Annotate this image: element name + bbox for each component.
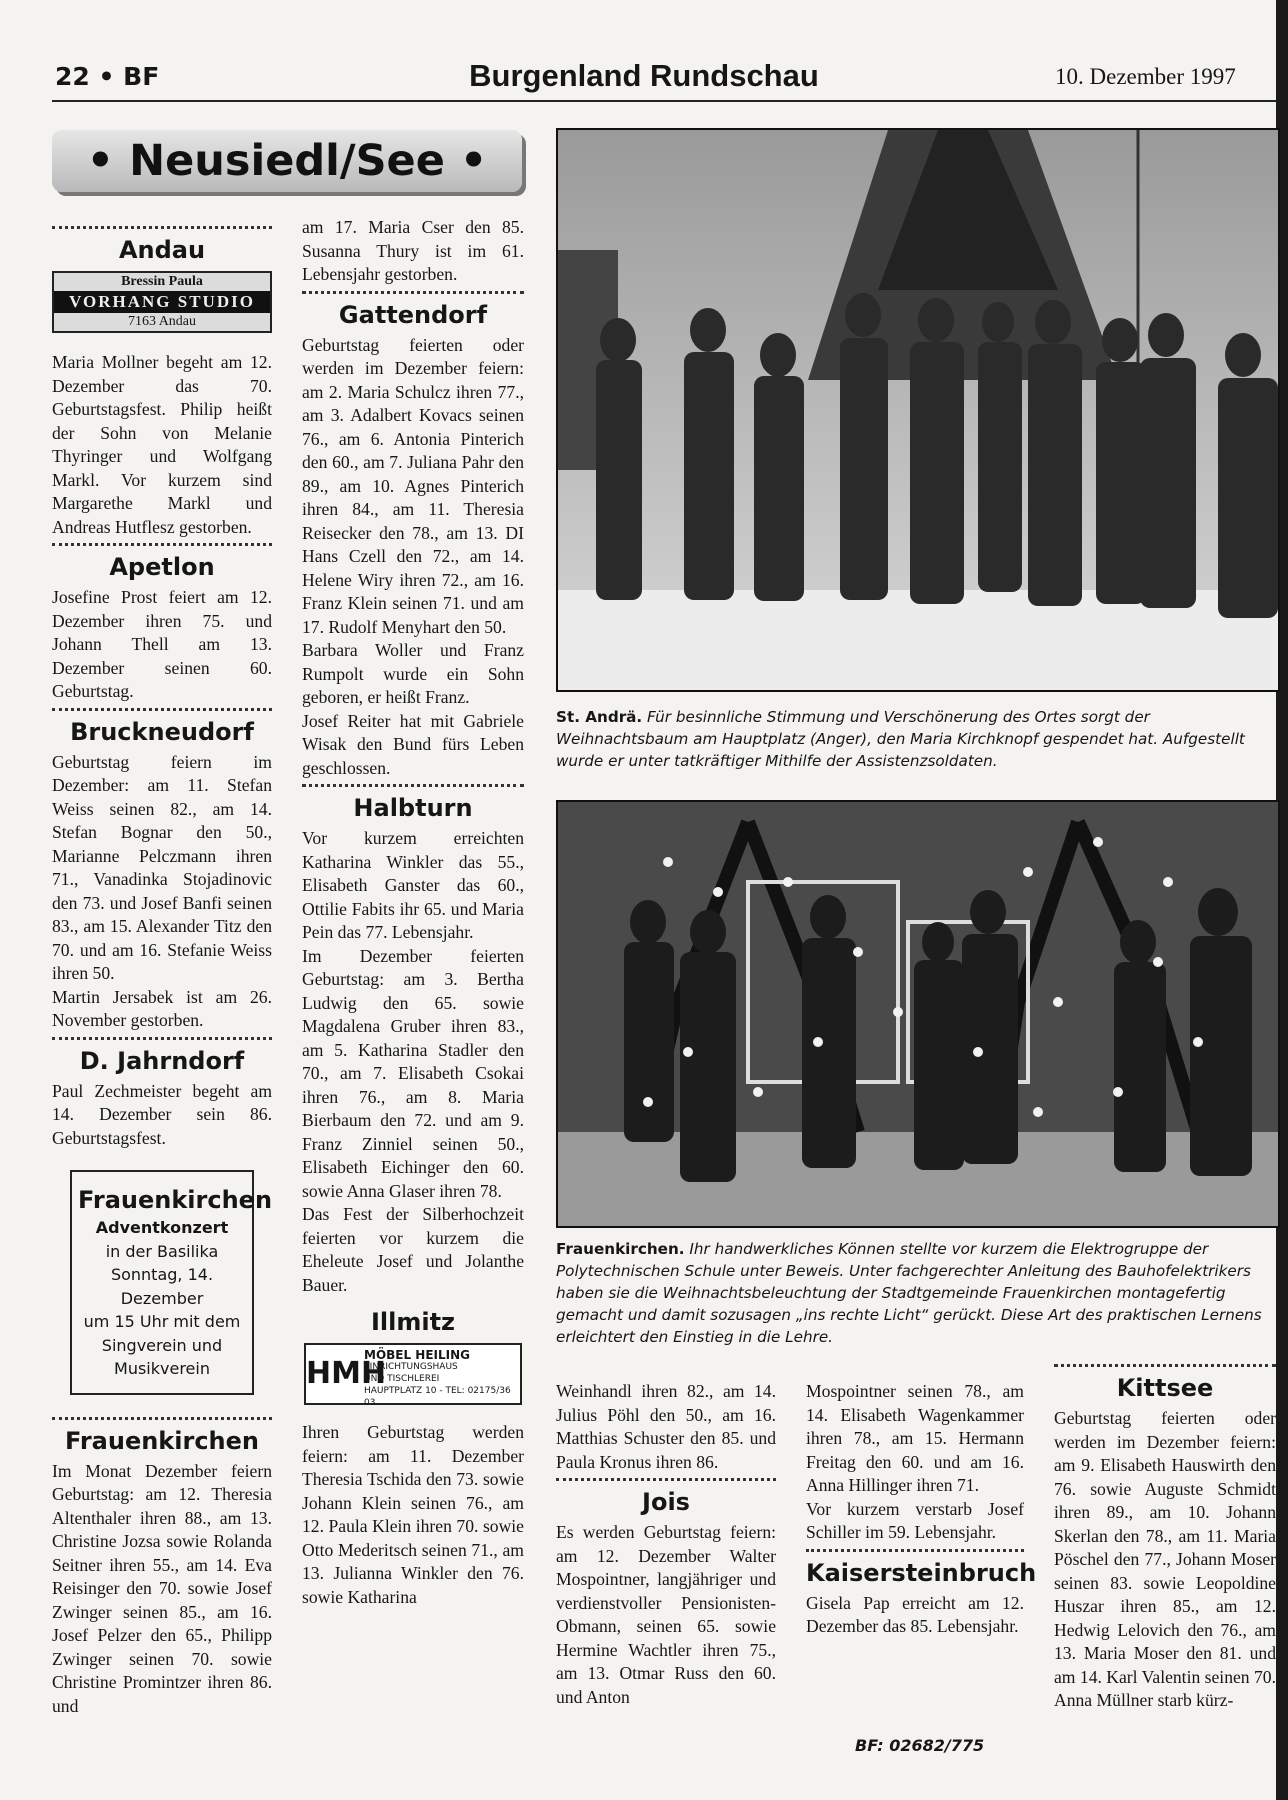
ad-address: 7163 Andau	[127, 314, 197, 329]
gattendorf-text3: Josef Reiter hat mit Gabriele Wisak den Bund fürs Leben geschlossen.	[302, 710, 524, 778]
ad-company: MÖBEL HEILING	[364, 1348, 471, 1362]
photo-electro-group	[556, 800, 1280, 1228]
page-number: 22 • BF	[55, 62, 160, 91]
section-illmitz: Illmitz	[370, 1308, 456, 1336]
section-andau: Andau	[118, 236, 206, 264]
kittsee-text: Geburtstag feierten oder werden im Dezember feiern: am 9. Elisabeth Hauswirth den 76. sowie Auguste Schmidt ihren 89., am 10. Johann Skerlan den 78., am 11. Maria Pöschel den 77., Johann Moser seinen 83. sowie Leopoldine Huszar ihren 85., am 12. Hedwig Lelovich den 76., am 13. Maria Moser den 81. und am 14. Karl Valentin seinen 70.	[1054, 1408, 1276, 1687]
andau-text: Maria Mollner begeht am 12. Dezember das 70. Geburtstagsfest. Philip heißt der Sohn von Melanie Thyringer und Wolfgang Markl. Vor kurzem sind Margarethe Markl und Andreas Hutflesz gestorben.	[52, 352, 272, 537]
section-halbturn: Halbturn	[353, 794, 473, 822]
halbturn-text3: Das Fest der Silberhochzeit feierten vor kurzem die Eheleute Josef und Jolanthe Bauer.	[302, 1204, 524, 1295]
section-kaisersteinbruch: Kaisersteinbruch	[806, 1558, 1037, 1587]
divider	[806, 1549, 1024, 1552]
section-frauenkirchen: Frauenkirchen	[64, 1426, 260, 1455]
kittsee-text2: Anna Müllner starb kürz-	[1054, 1690, 1234, 1710]
divider	[1054, 1364, 1276, 1367]
section-kittsee: Kittsee	[1116, 1374, 1214, 1402]
caption-text: Für besinnliche Stimmung und Verschönerung des Ortes sorgt der Weihnachtsbaum am Hauptplatz (Anger), den Maria Kirchknopf gespendet hat. Aufgestellt wurde er unter tatkräftiger Mithilfe der Assistenzsoldaten.	[556, 708, 1245, 770]
bruckneudorf-text: Geburtstag feiern im Dezember: am 11. Stefan Weiss seinen 82., am 14. Stefan Bognar den 50., Marianne Pelczmann ihren 71., Vanadinka Stojadinovic den 73. und Josef Banfi seinen 83., am 15. Alexander Titz den 70. und am 16. Stefanie Weiss ihren 50.	[52, 751, 272, 983]
column-5	[1054, 1360, 1276, 1713]
halbturn-text: Vor kurzem erreichten Katharina Winkler das 55., Elisabeth Ganster das 60., Ottilie Fabits ihr 65. und Maria Pein das 77. Lebensjahr.	[302, 828, 524, 942]
col4-text: Mospointner seinen 78., am 14. Elisabeth Wagenkammer ihren 78., am 15. Hermann Freitag den 60. und am 16. Anna Hillinger ihren 71.	[806, 1381, 1024, 1495]
concert-line: in der Basilika	[105, 1241, 219, 1261]
frauenkirchen-text: Im Monat Dezember feiern Geburtstag: am 12. Theresia Altenthaler ihren 88., am 13. Christine Jozsa sowie Rolanda Seitner ihren 55., am 14. Eva Reisinger den 70. sowie Josef Zwinger seinen 85., am 16. Josef Pelzer den 65., Philipp Zwinger seinen 70. sowie Christine Promintzer ihren 86. und	[52, 1460, 272, 1716]
ad-name: VORHANG STUDIO	[54, 291, 270, 313]
photo-electro-group-caption	[556, 1238, 1276, 1348]
section-gattendorf: Gattendorf	[338, 300, 488, 329]
photo-electro-group-image	[558, 802, 1278, 1226]
photo-christmas-tree	[556, 128, 1280, 692]
jahrndorf-text: Paul Zechmeister begeht am 14. Dezember sein 86. Geburtstagsfest.	[52, 1080, 272, 1148]
newspaper-title: Burgenland Rundschau	[469, 58, 819, 93]
concert-title: Frauenkirchen	[78, 1186, 273, 1214]
column-left	[52, 222, 272, 1718]
phone-note: BF: 02682/775	[855, 1736, 985, 1755]
column-3	[556, 1380, 776, 1709]
photo-christmas-tree-image	[558, 130, 1278, 690]
caption-text: Ihr handwerkliches Können stellte vor kurzem die Elektrogruppe der Polytechnischen Schule unter Beweis. Unter fachgerechter Anleitung des Bauhofelektrikers haben sie die Weihnachtsbeleuchtung der Stadtgemeinde Frauenkirchen montagefertig gemacht und damit sozusagen „ins rechte Licht“ gerückt. Diese Art des praktischen Lernens erleichtert den Einstieg in die Lehre.	[556, 1240, 1262, 1346]
divider	[52, 708, 272, 711]
bruckneudorf-text2: Martin Jersabek ist am 26. November gestorben.	[52, 986, 272, 1030]
ad-vorhang-studio	[52, 271, 272, 333]
column-4	[806, 1380, 1037, 1639]
ad-logo: HMH	[306, 1345, 364, 1403]
ad-moebel-heiling	[304, 1343, 522, 1408]
photo-christmas-tree-caption	[556, 706, 1276, 772]
ad-details	[364, 1345, 520, 1408]
ad-line: EINRICHTUNGSHAUS	[364, 1362, 458, 1372]
ad-contact: HAUPTPLATZ 10 - TEL: 02175/36 03	[364, 1386, 511, 1408]
concert-line: Adventkonzert	[95, 1218, 229, 1237]
divider	[302, 291, 524, 294]
section-jahrndorf: D. Jahrndorf	[79, 1046, 245, 1075]
concert-line: Sonntag, 14. Dezember	[110, 1265, 214, 1308]
divider	[52, 543, 272, 546]
jois-text: Es werden Geburtstag feiern: am 12. Dezember Walter Mospointner, langjähriger und verdienstvoller Pensionisten-Obmann, seinen 65. sowie Hermine Wachtler ihren 75., am 13. Otmar Russ den 60. und Anton	[556, 1522, 776, 1707]
concert-line: um 15 Uhr mit dem	[83, 1312, 241, 1331]
concert-line: Singverein und	[101, 1335, 223, 1355]
gattendorf-text2: Barbara Woller und Franz Rumpolt wurde ein Sohn geboren, er heißt Franz.	[302, 640, 524, 707]
apetlon-text: Josefine Prost feiert am 12. Dezember ihren 75. und Johann Thell am 13. Dezember seinen 60. Geburtstag.	[52, 587, 272, 701]
col3-text: Weinhandl ihren 82., am 14. Julius Pöhl den 50., am 16. Matthias Schuster den 85. und Paula Kronus ihren 86.	[556, 1381, 776, 1472]
issue-date: 10. Dezember 1997	[1055, 64, 1236, 89]
divider	[302, 784, 524, 787]
caption-place: Frauenkirchen.	[556, 1240, 685, 1258]
gattendorf-text: Geburtstag feierten oder werden im Dezember feiern: am 2. Maria Schulcz ihren 77., am 3. Adalbert Kovacs seinen 76., am 6. Antonia Pinterich den 60., am 7. Juliana Pahr den 89., am 10. Agnes Pinterich ihren 84., am 11. Theresia Reisecker den 78., am 13. DI Hans Czell den 72., am 14. Helene Wiry ihren 72., am 16. Franz Klein seinen 71. und am 17. Rudolf Menyhart den 50.	[302, 334, 524, 637]
divider	[52, 226, 272, 229]
divider	[52, 1417, 272, 1420]
region-banner: • Neusiedl/See •	[52, 130, 522, 192]
section-bruckneudorf: Bruckneudorf	[70, 717, 254, 746]
divider	[556, 1478, 776, 1481]
ad-owner: Bressin Paula	[121, 274, 203, 289]
column-middle	[302, 216, 524, 1609]
concert-box	[70, 1170, 273, 1395]
kaisersteinbruch-text: Gisela Pap erreicht am 12. Dezember das 85. Lebensjahr.	[806, 1592, 1024, 1636]
section-jois: Jois	[642, 1488, 690, 1516]
illmitz-text: Ihren Geburtstag werden feiern: am 11. Dezember Theresia Tschida den 73. sowie Johann Klein seinen 76., am 12. Paula Klein ihren 70. sowie Otto Mederitsch seinen 71., am 13. Julianna Winkler den 76. sowie Katharina	[302, 1422, 524, 1607]
halbturn-text2: Im Dezember feierten Geburtstag: am 3. Bertha Ludwig den 65. sowie Magdalena Gruber ihren 83., am 5. Katharina Stadler den 70., am 7. Elisabeth Csokai ihren 76., am 8. Maria Bierbaum den 72. und am 9. Franz Zinniel seinen 50., Elisabeth Eichinger den 60. sowie Anna Glaser ihren 78.	[302, 945, 524, 1201]
continued-text: am 17. Maria Cser den 85. Susanna Thury ist im 61. Lebensjahr gestorben.	[302, 217, 524, 284]
section-apetlon: Apetlon	[109, 553, 215, 581]
header-rule	[52, 100, 1277, 102]
caption-place: St. Andrä.	[556, 708, 643, 726]
concert-line: Musikverein	[114, 1359, 210, 1378]
col4-text2: Vor kurzem verstarb Josef Schiller im 59. Lebensjahr.	[806, 1498, 1024, 1542]
divider	[52, 1037, 272, 1040]
ad-line: UND TISCHLEREI	[364, 1374, 440, 1384]
